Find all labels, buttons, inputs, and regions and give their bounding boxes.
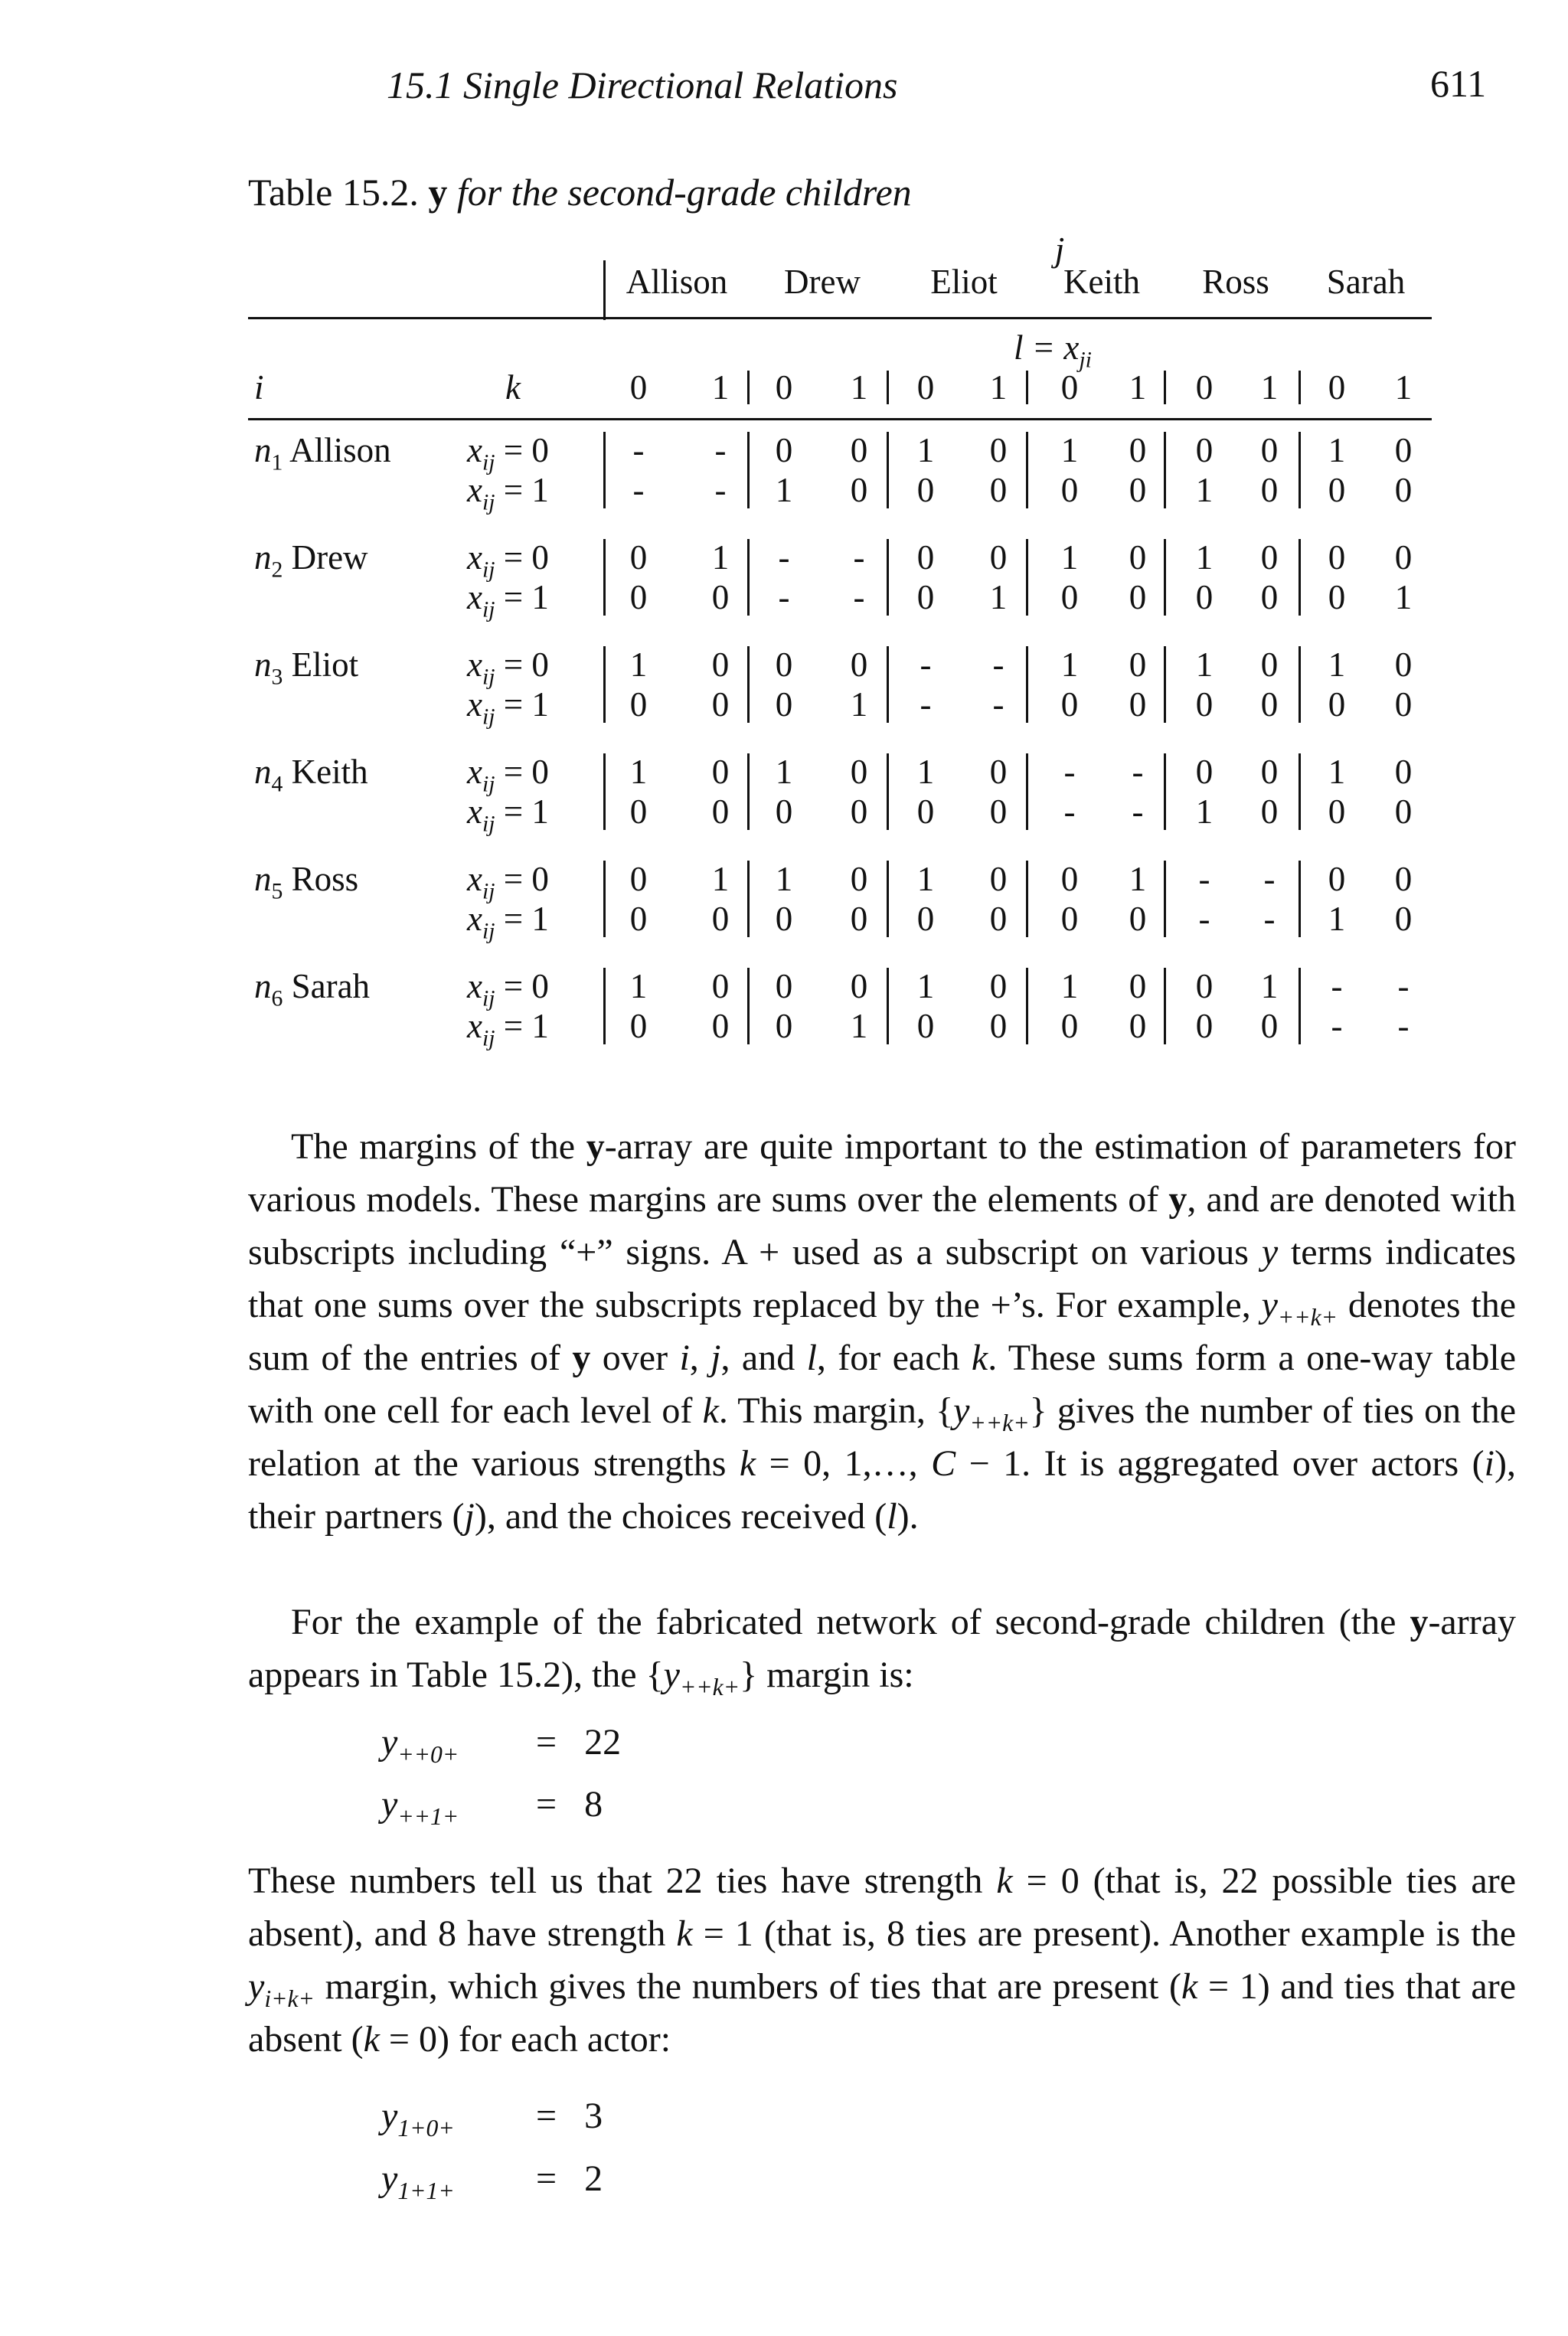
table-cell: 0 — [1129, 538, 1147, 577]
table-cell: 0 — [916, 1007, 935, 1045]
row-separator — [1298, 646, 1301, 723]
table-cell: 0 — [1394, 471, 1413, 509]
table-cell: 0 — [1260, 538, 1279, 577]
table-cell: 0 — [1060, 471, 1079, 509]
table-cell: - — [1198, 900, 1210, 938]
table-cell: 0 — [1328, 792, 1346, 831]
subheader-separator — [887, 371, 889, 404]
table-cell: 1 — [1328, 431, 1346, 469]
table-cell: 1 — [775, 860, 793, 898]
table-cell: 0 — [1129, 431, 1147, 469]
table-cell: 0 — [711, 967, 730, 1005]
row-separator — [1026, 539, 1028, 616]
table-cell: 0 — [916, 578, 935, 616]
header-vline — [603, 260, 606, 320]
row-separator — [1164, 432, 1166, 508]
equation-2: $y_{++1+}$ — [381, 1784, 459, 1831]
table-cell: 1 — [1328, 645, 1346, 684]
row-separator — [603, 432, 606, 508]
table-cell: 1 — [629, 645, 648, 684]
table-cell: 0 — [1195, 967, 1214, 1005]
row-label: $n_3$ Eliot — [254, 645, 359, 690]
table-cell: 0 — [1195, 431, 1214, 469]
table-cell: 0 — [916, 792, 935, 831]
subheader-rule — [248, 418, 1432, 420]
row-separator — [887, 968, 889, 1044]
row-label: $n_4$ Keith — [254, 753, 368, 797]
row-separator — [1164, 646, 1166, 723]
xij-label: $x_{ij} = 1$ — [467, 1007, 549, 1051]
row-separator — [1298, 861, 1301, 937]
table-cell: 1 — [916, 431, 935, 469]
l-label: $l = x_{ji}$ — [1014, 328, 1092, 373]
table-cell: 0 — [850, 900, 868, 938]
equation-4-rhs: = 2 — [536, 2158, 603, 2199]
xij-label: $x_{ij} = 1$ — [467, 900, 549, 944]
table-cell: - — [1132, 753, 1144, 791]
subcol-label: 0 — [1195, 368, 1214, 407]
row-separator — [1026, 861, 1028, 937]
table-cell: - — [632, 471, 645, 509]
table-cell: 0 — [1129, 1007, 1147, 1045]
header-rule — [248, 317, 1432, 319]
table-cell: - — [714, 431, 727, 469]
table-cell: 1 — [916, 967, 935, 1005]
table-cell: - — [1132, 792, 1144, 831]
table-cell: 0 — [916, 538, 935, 577]
row-separator — [887, 646, 889, 723]
table-cell: - — [1063, 792, 1076, 831]
row-separator — [1026, 646, 1028, 723]
col-group-label: j — [1054, 230, 1065, 269]
table-cell: - — [920, 645, 932, 684]
table-cell: 0 — [775, 792, 793, 831]
table-cell: 0 — [775, 431, 793, 469]
table-cell: 0 — [629, 578, 648, 616]
table-cell: 0 — [1060, 1007, 1079, 1045]
table-cell: 0 — [1129, 685, 1147, 724]
table-cell: 0 — [629, 792, 648, 831]
table-cell: 0 — [1394, 792, 1413, 831]
table-cell: 0 — [1260, 578, 1279, 616]
paragraph-1: The margins of the y-array are quite important to the estimation of parameters for various models. These margins are sums over the elements of y, and are denoted with subscripts including “+” signs. A + used as a subscript on various y terms indicates that one sums over the subscripts replaced by the +’s. For example, $y_{++k+}$ denotes the sum of the entries of y over i, j, and l, for each k. These sums form a one-way table with one cell for each level of k. This margin, $\{y_{++k+}\}$ gives the number of ties on the relation at the various strengths k = 0, 1,…, C − 1. It is aggregated over actors (i), their partners (j), and the choices received (l). — [248, 1126, 1517, 1537]
table-cell: 0 — [1060, 578, 1079, 616]
equation-4: $y_{1+1+}$ — [381, 2158, 455, 2205]
table-cell: 1 — [775, 753, 793, 791]
table-cell: - — [778, 538, 790, 577]
row-separator — [1298, 968, 1301, 1044]
row-separator — [887, 753, 889, 830]
equation-1: $y_{++0+}$ — [381, 1722, 459, 1769]
table-cell: 0 — [775, 685, 793, 724]
table-cell: 0 — [775, 1007, 793, 1045]
table-cell: 0 — [1394, 431, 1413, 469]
xij-label: $x_{ij} = 0$ — [467, 753, 549, 797]
subcol-label: 0 — [629, 368, 648, 407]
table-cell: 0 — [775, 967, 793, 1005]
table-cell: 0 — [1195, 578, 1214, 616]
table-cell: 0 — [1260, 645, 1279, 684]
row-separator — [747, 753, 750, 830]
table-cell: 0 — [1195, 753, 1214, 791]
table-cell: 0 — [1195, 1007, 1214, 1045]
table-cell: 0 — [629, 685, 648, 724]
table-cell: 1 — [1394, 578, 1413, 616]
xij-label: $x_{ij} = 1$ — [467, 685, 549, 730]
table-cell: 1 — [1195, 471, 1214, 509]
row-separator — [887, 432, 889, 508]
table-cell: 0 — [850, 860, 868, 898]
table-cell: - — [992, 645, 1004, 684]
running-head: 15.1 Single Directional Relations — [387, 64, 898, 106]
table-cell: 0 — [850, 967, 868, 1005]
table-cell: 0 — [916, 471, 935, 509]
table-cell: - — [853, 538, 865, 577]
table-cell: - — [1397, 967, 1410, 1005]
row-separator — [603, 646, 606, 723]
table-cell: 1 — [1195, 792, 1214, 831]
table-cell: 1 — [1060, 967, 1079, 1005]
table-cell: 0 — [1060, 685, 1079, 724]
row-separator — [747, 861, 750, 937]
table-cell: 0 — [711, 900, 730, 938]
table-cell: 1 — [629, 753, 648, 791]
table-cell: 1 — [775, 471, 793, 509]
table-cell: - — [853, 578, 865, 616]
table-cell: 0 — [1394, 860, 1413, 898]
row-separator — [1298, 753, 1301, 830]
table-cell: 1 — [850, 685, 868, 724]
table-cell: 1 — [711, 860, 730, 898]
row-separator — [747, 539, 750, 616]
xij-label: $x_{ij} = 1$ — [467, 792, 549, 837]
row-separator — [747, 968, 750, 1044]
table-cell: 0 — [711, 792, 730, 831]
table-cell: 0 — [1260, 792, 1279, 831]
subcol-label: 0 — [1060, 368, 1079, 407]
table-cell: 0 — [711, 645, 730, 684]
row-separator — [1298, 432, 1301, 508]
table-cell: 0 — [989, 967, 1008, 1005]
table-cell: 0 — [989, 900, 1008, 938]
table-cell: 1 — [916, 753, 935, 791]
table-cell: - — [778, 578, 790, 616]
table-cell: 0 — [1394, 753, 1413, 791]
table-cell: 0 — [850, 645, 868, 684]
table-cell: 0 — [629, 538, 648, 577]
table-cell: 1 — [1060, 431, 1079, 469]
row-separator — [887, 539, 889, 616]
equation-3-rhs: = 3 — [536, 2096, 603, 2136]
table-cell: - — [1198, 860, 1210, 898]
xij-label: $x_{ij} = 0$ — [467, 645, 549, 690]
table-cell: 0 — [629, 1007, 648, 1045]
table-cell: 0 — [1129, 967, 1147, 1005]
equation-1-rhs: = 22 — [536, 1722, 622, 1763]
table-cell: - — [1331, 1007, 1343, 1045]
table-cell: - — [1263, 900, 1276, 938]
subheader-separator — [1298, 371, 1301, 404]
table-cell: - — [1397, 1007, 1410, 1045]
table-cell: 0 — [989, 471, 1008, 509]
table-cell: 0 — [1328, 578, 1346, 616]
table-cell: 1 — [1328, 753, 1346, 791]
table-cell: 1 — [711, 538, 730, 577]
table-cell: 0 — [1328, 538, 1346, 577]
table-cell: 0 — [1129, 578, 1147, 616]
equation-2-rhs: = 8 — [536, 1784, 603, 1825]
table-cell: 1 — [1195, 538, 1214, 577]
row-label: $n_6$ Sarah — [254, 967, 371, 1011]
table-cell: 1 — [916, 860, 935, 898]
table-cell: 0 — [711, 1007, 730, 1045]
table-cell: 0 — [1260, 1007, 1279, 1045]
header-k: k — [505, 368, 521, 407]
table-cell: 1 — [989, 578, 1008, 616]
row-separator — [747, 432, 750, 508]
table-cell: - — [1331, 967, 1343, 1005]
table-cell: 0 — [711, 685, 730, 724]
table-cell: 0 — [1129, 645, 1147, 684]
col-header-keith: Keith — [1063, 263, 1140, 301]
row-separator — [603, 753, 606, 830]
caption-rest: for the second-grade children — [456, 171, 912, 214]
row-separator — [1026, 968, 1028, 1044]
table-cell: 0 — [1060, 860, 1079, 898]
table-cell: 0 — [1129, 900, 1147, 938]
table-cell: 0 — [711, 753, 730, 791]
table-cell: 0 — [850, 471, 868, 509]
table-cell: - — [992, 685, 1004, 724]
table-cell: 1 — [850, 1007, 868, 1045]
col-header-eliot: Eliot — [930, 263, 998, 301]
row-separator — [1026, 753, 1028, 830]
table-cell: 0 — [1394, 538, 1413, 577]
table-cell: 0 — [1328, 685, 1346, 724]
table-cell: 0 — [1394, 645, 1413, 684]
table-cell: 0 — [1060, 900, 1079, 938]
table-cell: 0 — [629, 900, 648, 938]
xij-label: $x_{ij} = 1$ — [467, 471, 549, 515]
subcol-label: 1 — [1260, 368, 1279, 407]
table-cell: 0 — [1195, 685, 1214, 724]
table-cell: - — [632, 431, 645, 469]
table-cell: 1 — [1129, 860, 1147, 898]
row-separator — [603, 861, 606, 937]
table-cell: 0 — [1394, 900, 1413, 938]
xij-label: $x_{ij} = 0$ — [467, 431, 549, 475]
paragraph-3: These numbers tell us that 22 ties have strength k = 0 (that is, 22 possible ties are absent), and 8 have strength k = 1 (that is, 8 ties are present). Another example is the $y_{i+k+}$ margin, which gives the numbers of ties that are present (k = 1) and ties that are absent (k = 0) for each actor: — [248, 1861, 1516, 2060]
paragraph-2: For the example of the fabricated network of second-grade children (the y-array appears in Table 15.2), the $\{y_{++k+}\}$ margin is: — [248, 1602, 1516, 1701]
table-cell: 0 — [775, 645, 793, 684]
xij-label: $x_{ij} = 0$ — [467, 967, 549, 1011]
table-cell: 0 — [1129, 471, 1147, 509]
caption-prefix: Table 15.2. — [248, 171, 419, 214]
table-cell: 0 — [989, 431, 1008, 469]
row-label: $n_1$ Allison — [254, 431, 391, 475]
subcol-label: 1 — [989, 368, 1008, 407]
table-cell: 0 — [1328, 471, 1346, 509]
row-separator — [1164, 753, 1166, 830]
header-i: i — [254, 368, 264, 407]
subcol-label: 1 — [850, 368, 868, 407]
data-table — [248, 230, 1473, 1095]
col-header-ross: Ross — [1202, 263, 1269, 301]
table-cell: 1 — [1260, 967, 1279, 1005]
table-cell: 1 — [1195, 645, 1214, 684]
row-label: $n_2$ Drew — [254, 538, 368, 583]
table-cell: 0 — [989, 1007, 1008, 1045]
xij-label: $x_{ij} = 1$ — [467, 578, 549, 622]
equation-3: $y_{1+0+}$ — [381, 2096, 455, 2142]
table-cell: 1 — [629, 967, 648, 1005]
table-cell: 0 — [1260, 471, 1279, 509]
table-cell: 0 — [1328, 860, 1346, 898]
subcol-label: 1 — [711, 368, 730, 407]
table-cell: 0 — [850, 792, 868, 831]
table-cell: - — [920, 685, 932, 724]
table-cell: 1 — [1060, 538, 1079, 577]
subcol-label: 0 — [916, 368, 935, 407]
table-cell: 0 — [1394, 685, 1413, 724]
table-cell: 0 — [850, 431, 868, 469]
table-cell: 0 — [1260, 431, 1279, 469]
table-cell: 0 — [989, 792, 1008, 831]
subcol-label: 0 — [775, 368, 793, 407]
subheader-separator — [1026, 371, 1028, 404]
row-separator — [747, 646, 750, 723]
row-separator — [603, 539, 606, 616]
table-cell: 0 — [989, 753, 1008, 791]
row-separator — [1164, 539, 1166, 616]
subcol-label: 0 — [1328, 368, 1346, 407]
table-cell: 0 — [1260, 753, 1279, 791]
page-number: 611 — [1430, 62, 1487, 105]
table-cell: 0 — [1260, 685, 1279, 724]
xij-label: $x_{ij} = 0$ — [467, 538, 549, 583]
table-cell: 0 — [916, 900, 935, 938]
table-cell: - — [1263, 860, 1276, 898]
col-header-allison: Allison — [626, 263, 728, 301]
row-separator — [1026, 432, 1028, 508]
subheader-separator — [1164, 371, 1166, 404]
xij-label: $x_{ij} = 0$ — [467, 860, 549, 904]
table-cell: 0 — [711, 578, 730, 616]
table-cell: 0 — [850, 753, 868, 791]
row-separator — [1298, 539, 1301, 616]
row-separator — [1164, 861, 1166, 937]
table-cell: - — [1063, 753, 1076, 791]
subcol-label: 1 — [1129, 368, 1147, 407]
row-separator — [603, 968, 606, 1044]
table-cell: 0 — [989, 860, 1008, 898]
col-header-drew: Drew — [784, 263, 861, 301]
row-separator — [1164, 968, 1166, 1044]
subheader-separator — [747, 371, 750, 404]
caption-y: y — [428, 171, 448, 214]
table-cell: 1 — [1328, 900, 1346, 938]
row-separator — [887, 861, 889, 937]
subcol-label: 1 — [1394, 368, 1413, 407]
table-cell: 0 — [629, 860, 648, 898]
table-cell: 1 — [1060, 645, 1079, 684]
col-header-sarah: Sarah — [1326, 263, 1406, 301]
table-cell: 0 — [775, 900, 793, 938]
row-label: $n_5$ Ross — [254, 860, 359, 904]
table-caption — [248, 170, 912, 214]
table-cell: 0 — [989, 538, 1008, 577]
table-cell: - — [714, 471, 727, 509]
